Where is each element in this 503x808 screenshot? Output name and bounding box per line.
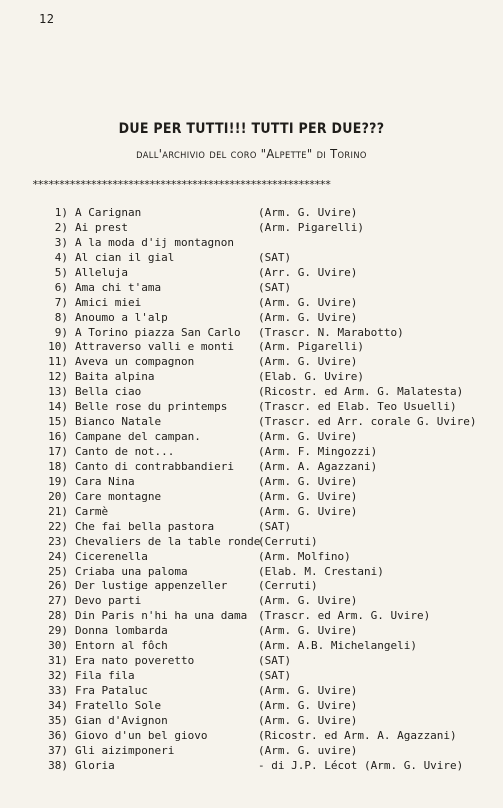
song-row: [0, 415, 503, 430]
song-title: Fila fila: [75, 669, 135, 683]
song-arrangement: (SAT): [258, 250, 292, 264]
song-arrangement: (Arm. G. Uvire): [258, 684, 358, 697]
song-title: Bianco Natale: [75, 415, 162, 429]
song-title: Baita alpina: [75, 370, 155, 384]
song-number: 3): [54, 235, 68, 249]
song-row: [0, 370, 503, 385]
song-row: [0, 579, 503, 594]
song-list: [0, 206, 503, 774]
song-title: Giovo d'un bel giovo: [75, 728, 208, 742]
song-number: 33): [48, 684, 68, 697]
song-number: 19): [48, 474, 68, 488]
song-row: [0, 355, 503, 370]
page-number: 12: [39, 12, 55, 26]
song-title: Bella ciao: [75, 385, 142, 399]
song-row: [0, 594, 503, 609]
page-title: DUE PER TUTTI!!! TUTTI PER DUE???: [118, 121, 385, 137]
song-arrangement: (Arm. G. uvire): [258, 743, 358, 757]
song-number: 6): [54, 280, 68, 294]
song-number: 30): [48, 639, 68, 653]
song-arrangement: (Arm. A. Agazzani): [258, 459, 378, 473]
song-number: 20): [48, 489, 68, 503]
song-title: Fratello Sole: [75, 698, 162, 712]
song-number: 34): [48, 698, 68, 712]
song-row: [0, 385, 503, 400]
song-number: 11): [48, 355, 68, 369]
song-number: 23): [48, 534, 68, 548]
song-number: 18): [48, 459, 68, 473]
song-row: [0, 744, 503, 759]
song-arrangement: (Arm. G. Uvire): [258, 430, 358, 444]
song-arrangement: (Arm. G. Uvire): [258, 594, 358, 608]
song-arrangement: (Trascr. N. Marabotto): [258, 325, 404, 339]
song-arrangement: (Arm. G. Uvire): [258, 713, 358, 727]
song-number: 26): [48, 579, 68, 593]
song-row: [0, 490, 503, 505]
song-arrangement: (SAT): [258, 519, 292, 533]
song-arrangement: (Arm. G. Uvire): [258, 310, 358, 324]
song-row: [0, 311, 503, 326]
song-row: [0, 714, 503, 729]
song-arrangement: (Arm. G. Uvire): [258, 474, 358, 488]
song-title: Carmè: [75, 504, 109, 518]
song-number: 32): [48, 669, 68, 683]
song-number: 14): [48, 400, 68, 414]
song-arrangement: (Arm. G. Uvire): [258, 355, 358, 369]
song-title: Care montagne: [75, 489, 162, 503]
song-title: A Carignan: [75, 206, 142, 219]
song-arrangement: (Arm. G. Uvire): [258, 295, 358, 309]
song-number: 37): [48, 743, 68, 757]
song-number: 12): [48, 370, 68, 384]
song-row: [0, 729, 503, 744]
song-arrangement: (Arm. Pigarelli): [258, 340, 364, 354]
song-title: Gian d'Avignon: [75, 713, 168, 727]
song-arrangement: (Ricostr. ed Arm. A. Agazzani): [258, 728, 457, 742]
song-title: A Torino piazza San Carlo: [75, 325, 241, 339]
song-row: [0, 430, 503, 445]
song-number: 29): [48, 624, 68, 638]
song-number: 17): [48, 445, 68, 458]
song-row: [0, 206, 503, 221]
song-row: [0, 281, 503, 296]
page-subtitle: dall'archivio del coro "Alpette" di Torino: [136, 146, 367, 161]
song-row: [0, 445, 503, 460]
song-title: Cicerenella: [75, 549, 148, 563]
song-title: Gli aizimponeri: [75, 743, 175, 757]
song-number: 31): [48, 654, 68, 668]
song-arrangement: (Arm. G. Uvire): [258, 624, 358, 638]
song-arrangement: (Arm. G. Uvire): [258, 489, 358, 503]
song-arrangement: (Trascr. ed Elab. Teo Usuelli): [258, 400, 457, 414]
song-number: 13): [48, 385, 68, 399]
song-row: [0, 550, 503, 565]
song-arrangement: (Arm. A.B. Michelangeli): [258, 639, 417, 653]
song-title: Belle rose du printemps: [75, 400, 228, 414]
song-arrangement: (Cerruti): [258, 579, 318, 593]
song-arrangement: (Arm. G. Uvire): [258, 504, 358, 518]
song-title: Che fai bella pastora: [75, 519, 215, 533]
song-number: 8): [54, 310, 68, 324]
song-number: 28): [48, 609, 68, 623]
song-row: [0, 699, 503, 714]
song-title: Chevaliers de la table ronde: [75, 534, 261, 548]
song-row: [0, 759, 503, 774]
song-row: [0, 296, 503, 311]
song-title: Gloria: [75, 758, 115, 772]
song-arrangement: (Arm. Pigarelli): [258, 220, 364, 234]
song-arrangement: (Cerruti): [258, 534, 318, 548]
song-row: [0, 684, 503, 699]
song-row: [0, 609, 503, 624]
song-arrangement: (Ricostr. ed Arm. G. Malatesta): [258, 385, 464, 399]
song-title: Entorn al fôch: [75, 639, 168, 653]
song-number: 1): [54, 206, 68, 219]
song-row: [0, 624, 503, 639]
song-row: [0, 326, 503, 341]
song-arrangement: - di J.P. Lécot (Arm. G. Uvire): [258, 758, 464, 772]
song-arrangement: (Trascr. ed Arm. G. Uvire): [258, 609, 431, 623]
asterisk-divider: ********************************************************: [32, 178, 331, 191]
song-arrangement: (SAT): [258, 669, 292, 683]
song-row: [0, 654, 503, 669]
song-number: 7): [54, 295, 68, 309]
song-arrangement: (Arm. G. Uvire): [258, 698, 358, 712]
song-row: [0, 400, 503, 415]
song-title: Canto di contrabbandieri: [75, 459, 234, 473]
song-row: [0, 221, 503, 236]
song-number: 16): [48, 430, 68, 444]
song-arrangement: (Elab. M. Crestani): [258, 564, 384, 578]
song-row: [0, 266, 503, 281]
song-row: [0, 505, 503, 520]
song-title: Attraverso valli e monti: [75, 340, 234, 354]
song-arrangement: (Arm. F. Mingozzi): [258, 445, 378, 458]
song-row: [0, 535, 503, 550]
song-row: [0, 475, 503, 490]
song-row: [0, 236, 503, 251]
song-number: 4): [54, 250, 68, 264]
song-title: Ai prest: [75, 220, 128, 234]
song-title: Criaba una paloma: [75, 564, 188, 578]
song-row: [0, 340, 503, 355]
song-number: 22): [48, 519, 68, 533]
song-arrangement: (Elab. G. Uvire): [258, 370, 364, 384]
song-number: 15): [48, 415, 68, 429]
song-number: 24): [48, 549, 68, 563]
song-title: Aveva un compagnon: [75, 355, 195, 369]
song-title: Campane del campan.: [75, 430, 201, 444]
song-number: 38): [48, 758, 68, 772]
song-title: A la moda d'ij montagnon: [75, 235, 234, 249]
song-title: Ama chi t'ama: [75, 280, 162, 294]
song-number: 27): [48, 594, 68, 608]
song-number: 35): [48, 713, 68, 727]
song-arrangement: (SAT): [258, 654, 292, 668]
song-title: Canto de not...: [75, 445, 175, 458]
song-number: 9): [54, 325, 68, 339]
song-row: [0, 460, 503, 475]
song-title: Din Paris n'hi ha una dama: [75, 609, 248, 623]
song-row: [0, 669, 503, 684]
song-number: 21): [48, 504, 68, 518]
song-title: Cara Nina: [75, 474, 135, 488]
song-row: [0, 251, 503, 266]
song-title: Donna lombarda: [75, 624, 168, 638]
song-row: [0, 565, 503, 580]
song-title: Anoumo a l'alp: [75, 310, 168, 324]
song-title: Der lustige appenzeller: [75, 579, 228, 593]
song-arrangement: (Trascr. ed Arr. corale G. Uvire): [258, 415, 477, 429]
song-number: 5): [54, 265, 68, 279]
song-number: 25): [48, 564, 68, 578]
song-title: Era nato poveretto: [75, 654, 195, 668]
song-title: Amici miei: [75, 295, 142, 309]
song-arrangement: (Arm. Molfino): [258, 549, 351, 563]
song-arrangement: (Arm. G. Uvire): [258, 206, 358, 219]
song-title: Devo parti: [75, 594, 142, 608]
song-row: [0, 639, 503, 654]
song-title: Al cian il gial: [75, 250, 175, 264]
song-row: [0, 520, 503, 535]
song-number: 2): [54, 220, 68, 234]
song-title: Fra Pataluc: [75, 684, 148, 697]
song-arrangement: (Arr. G. Uvire): [258, 265, 358, 279]
song-number: 10): [48, 340, 68, 354]
song-number: 36): [48, 728, 68, 742]
song-title: Alleluja: [75, 265, 128, 279]
song-arrangement: (SAT): [258, 280, 292, 294]
